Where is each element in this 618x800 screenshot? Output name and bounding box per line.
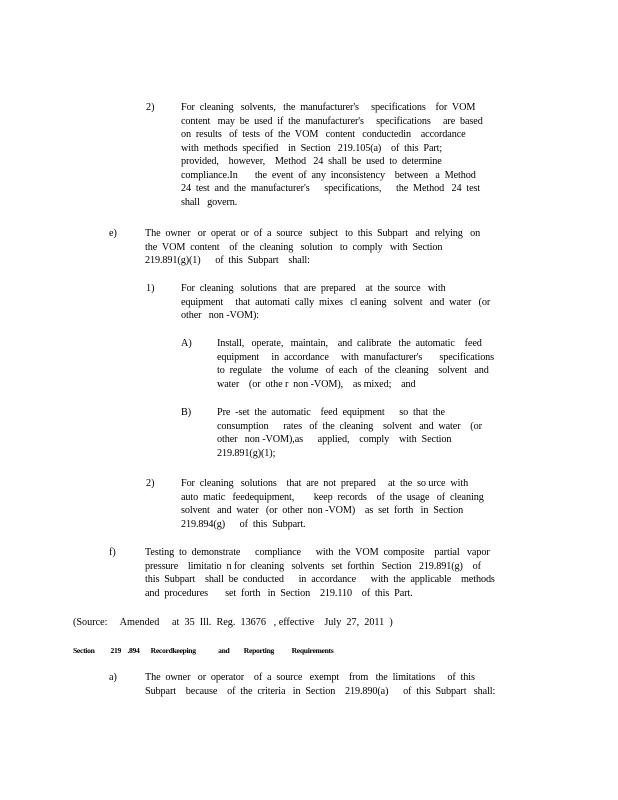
text-line: to regulate the volume of each of the cleaning solvent and: [217, 365, 489, 376]
text-line: and procedures set forth in Section 219.110 of this Part.: [145, 587, 413, 599]
text-line: other non -VOM),as applied, comply with Section: [217, 434, 452, 445]
item-e1-marker: 1): [146, 283, 155, 294]
source-note: (Source: Amended at 35 Ill. Reg. 13676 , effective July 27, 2011 ): [73, 617, 393, 628]
text-line: For cleaning solutions that are not prepared at the so urce with: [181, 478, 469, 489]
text-line: consumption rates of the cleaning solvent and water (or: [217, 420, 482, 432]
item-f-marker: f): [109, 547, 116, 558]
text-line: the VOM content of the cleaning solution to comply with Section: [145, 241, 443, 253]
text-line: auto matic feedequipment, keep records of the usage of cleaning: [181, 491, 484, 503]
item-A-marker: A): [181, 338, 192, 349]
text-line: compliance.In the event of any inconsistency between a Method: [181, 169, 476, 181]
text-line: with methods specified in Section 219.105(a) of this Part;: [181, 142, 443, 154]
text-line: equipment that automati cally mixes cl eaning solvent and water (or: [181, 296, 491, 308]
text-line: this Subpart shall be conducted in accordance with the applicable methods: [145, 574, 495, 585]
text-line: 219.894(g) of this Subpart.: [181, 518, 306, 530]
text-line: Pre -set the automatic feed equipment so that the: [217, 407, 445, 418]
text-line: other non -VOM):: [181, 310, 259, 321]
text-line: 219.891(g)(1);: [217, 447, 276, 459]
text-line: 24 test and the manufacturer's specifications, the Method 24 test: [181, 183, 481, 194]
text-line: The owner or operat or of a source subject to this Subpart and relying on: [145, 228, 481, 239]
item-2-paragraph: [181, 101, 483, 209]
text-line: 219.891(g)(1) of this Subpart shall:: [145, 255, 310, 266]
section-heading: Section 219 .894 Recordkeeping and Reporting Requirements: [73, 646, 334, 655]
text-line: equipment in accordance with manufacturer's specifications: [217, 351, 495, 363]
item-e2-marker: 2): [146, 478, 155, 489]
item-f-paragraph: [145, 546, 495, 600]
text-line: Testing to demonstrate compliance with the VOM composite partial vapor: [145, 547, 490, 558]
text-line: solvent and water (or other non -VOM) as set forth in Section: [181, 505, 464, 516]
item-e-marker: e): [109, 228, 117, 239]
item-a-marker: a): [109, 672, 117, 683]
text-line: shall govern.: [181, 196, 238, 208]
text-line: For cleaning solutions that are prepared at the source with: [181, 283, 446, 294]
item-B-paragraph: [217, 406, 482, 460]
text-line: pressure limitatio n for cleaning solvents set forthin Section 219.891(g) of: [145, 560, 481, 572]
item-a-paragraph: [145, 671, 495, 698]
text-line: on results of tests of the VOM content conductedin accordance: [181, 129, 466, 140]
text-line: water (or othe r non -VOM), as mixed; and: [217, 378, 416, 390]
text-line: provided, however, Method 24 shall be used to determine: [181, 156, 442, 167]
item-e1-paragraph: [181, 282, 490, 323]
item-e2-paragraph: [181, 477, 484, 531]
item-A-paragraph: [217, 337, 494, 391]
text-line: content may be used if the manufacturer's specifications are based: [181, 115, 483, 127]
item-e-paragraph: [145, 227, 480, 268]
text-line: For cleaning solvents, the manufacturer's specifications for VOM: [181, 102, 476, 113]
item-2-marker: 2): [146, 102, 155, 113]
text-line: The owner or operator of a source exempt from the limitations of this: [145, 672, 475, 683]
text-line: Subpart because of the criteria in Section 219.890(a) of this Subpart shall:: [145, 685, 496, 697]
text-line: Install, operate, maintain, and calibrate the automatic feed: [217, 338, 482, 349]
item-B-marker: B): [181, 407, 192, 418]
